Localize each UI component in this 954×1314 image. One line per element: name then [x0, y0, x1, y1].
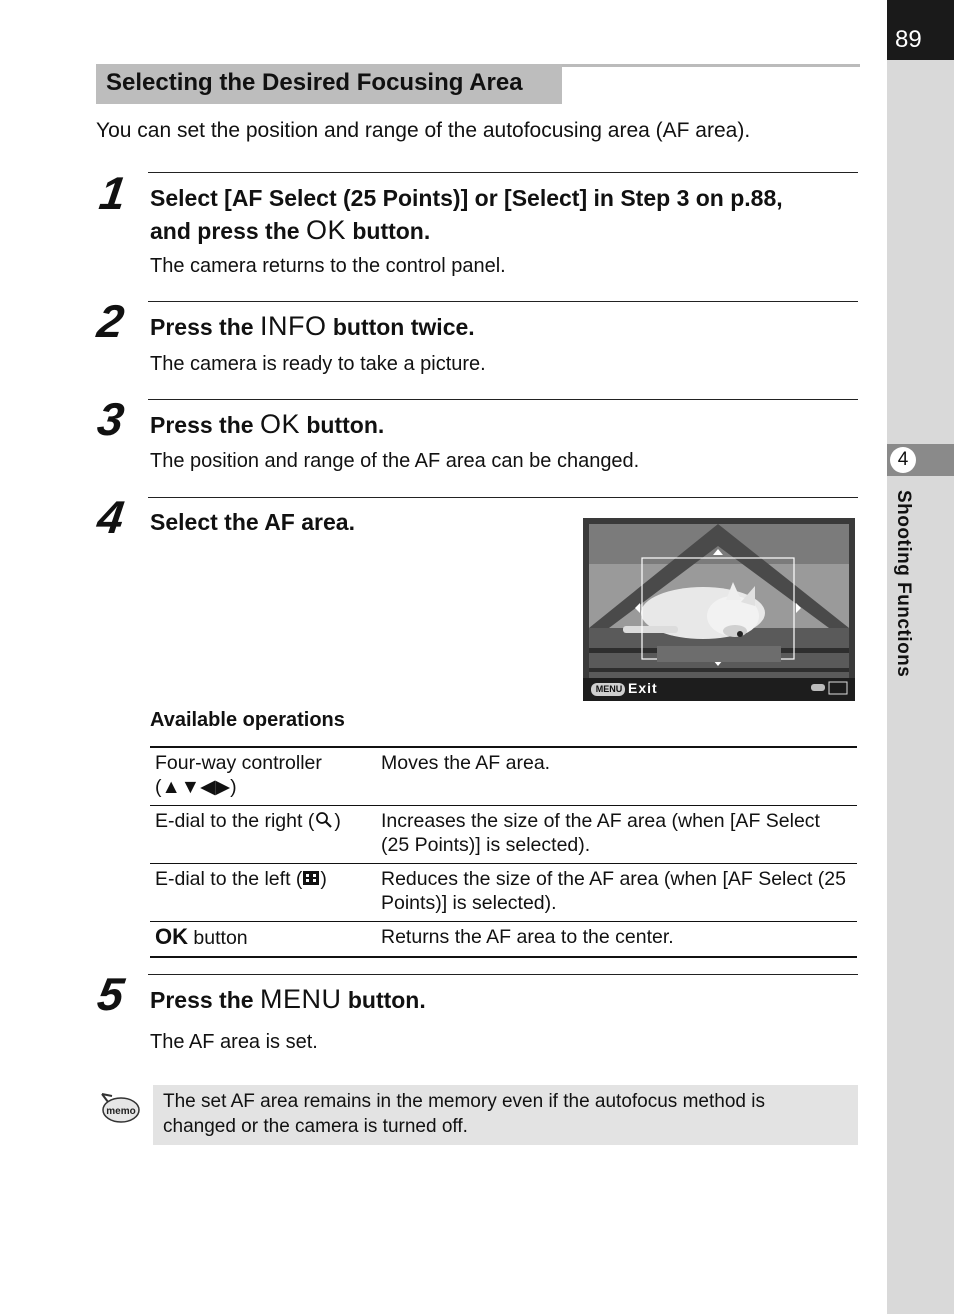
step-rule — [148, 301, 858, 302]
step-rule — [148, 974, 858, 975]
memo-text: The set AF area remains in the memory even if the autofocus method is changed or the camera is turned off. — [163, 1091, 765, 1137]
chapter-label: Shooting Functions — [893, 490, 914, 678]
ok-key-label: OK — [305, 215, 346, 245]
info-key-label: INFO — [259, 311, 327, 341]
operations-title: Available operations — [150, 709, 345, 731]
exit-label: Exit — [628, 680, 658, 696]
step-rule — [148, 172, 858, 173]
menu-key-badge: MENU — [595, 684, 623, 694]
step-rule — [148, 497, 858, 498]
svg-text:memo: memo — [106, 1106, 136, 1117]
section-title: Selecting the Desired Focusing Area — [106, 69, 523, 96]
control-cell — [150, 864, 376, 922]
step-body: The camera is ready to take a picture. — [150, 353, 486, 375]
camera-screen-image — [583, 518, 855, 701]
operations-table — [150, 746, 857, 958]
control-cell — [150, 747, 376, 806]
step-rule — [148, 399, 858, 400]
step-heading — [150, 408, 384, 441]
heading-text: Press the — [150, 314, 260, 340]
control-text: (▲▼◀▶) — [155, 776, 237, 798]
step-heading — [150, 310, 475, 343]
action-cell: Reduces the size of the AF area (when [AF Select (25 Points)] is selected). — [381, 868, 846, 914]
heading-text: button. — [299, 412, 385, 438]
control-text: E-dial to the right ( — [155, 810, 315, 832]
section-intro: You can set the position and range of the autofocusing area (AF area). — [96, 119, 751, 142]
step-number: 4 — [94, 491, 128, 543]
step-heading-line — [150, 214, 783, 247]
control-text: ) — [320, 868, 327, 890]
heading-text: button twice. — [326, 314, 475, 340]
grid-icon — [302, 870, 320, 886]
step-heading: Select the AF area. — [150, 509, 355, 535]
step-number: 1 — [96, 167, 130, 219]
step-heading-line: Select [AF Select (25 Points)] or [Select] in Step 3 on p.88, — [150, 185, 783, 211]
magnify-icon — [314, 811, 334, 829]
step-number: 2 — [94, 295, 128, 347]
step-number: 5 — [94, 968, 128, 1020]
table-row — [150, 806, 857, 864]
control-text: ) — [334, 810, 341, 832]
heading-text: button. — [341, 987, 426, 1013]
memo-icon — [98, 1090, 142, 1131]
step-body: The position and range of the AF area can be changed. — [150, 450, 640, 472]
heading-text: Press the — [150, 412, 260, 438]
action-cell: Returns the AF area to the center. — [381, 926, 674, 948]
chapter-number: 4 — [890, 447, 916, 473]
control-cell — [150, 806, 376, 864]
table-row — [150, 922, 857, 958]
step-heading — [150, 983, 426, 1016]
control-text: button — [188, 927, 248, 949]
control-text: E-dial to the left ( — [155, 868, 303, 890]
camera-photo — [583, 518, 855, 701]
ok-key-label: OK — [155, 924, 188, 949]
action-cell: Increases the size of the AF area (when [AF Select (25 Points)] is selected). — [381, 810, 820, 856]
menu-key-label: MENU — [259, 984, 342, 1014]
table-row — [150, 864, 857, 922]
table-row — [150, 747, 857, 806]
control-cell — [150, 922, 376, 958]
control-text: Four-way controller — [155, 752, 322, 774]
heading-text: Press the — [150, 987, 260, 1013]
step-heading — [150, 182, 783, 247]
step-number: 3 — [94, 393, 128, 445]
step-body: The camera returns to the control panel. — [150, 255, 506, 277]
action-cell: Moves the AF area. — [381, 752, 551, 774]
heading-text: and press the — [150, 218, 306, 244]
ok-key-label: OK — [259, 409, 300, 439]
heading-text: button. — [345, 218, 431, 244]
step-body: The AF area is set. — [150, 1031, 318, 1053]
page-number: 89 — [895, 26, 922, 53]
